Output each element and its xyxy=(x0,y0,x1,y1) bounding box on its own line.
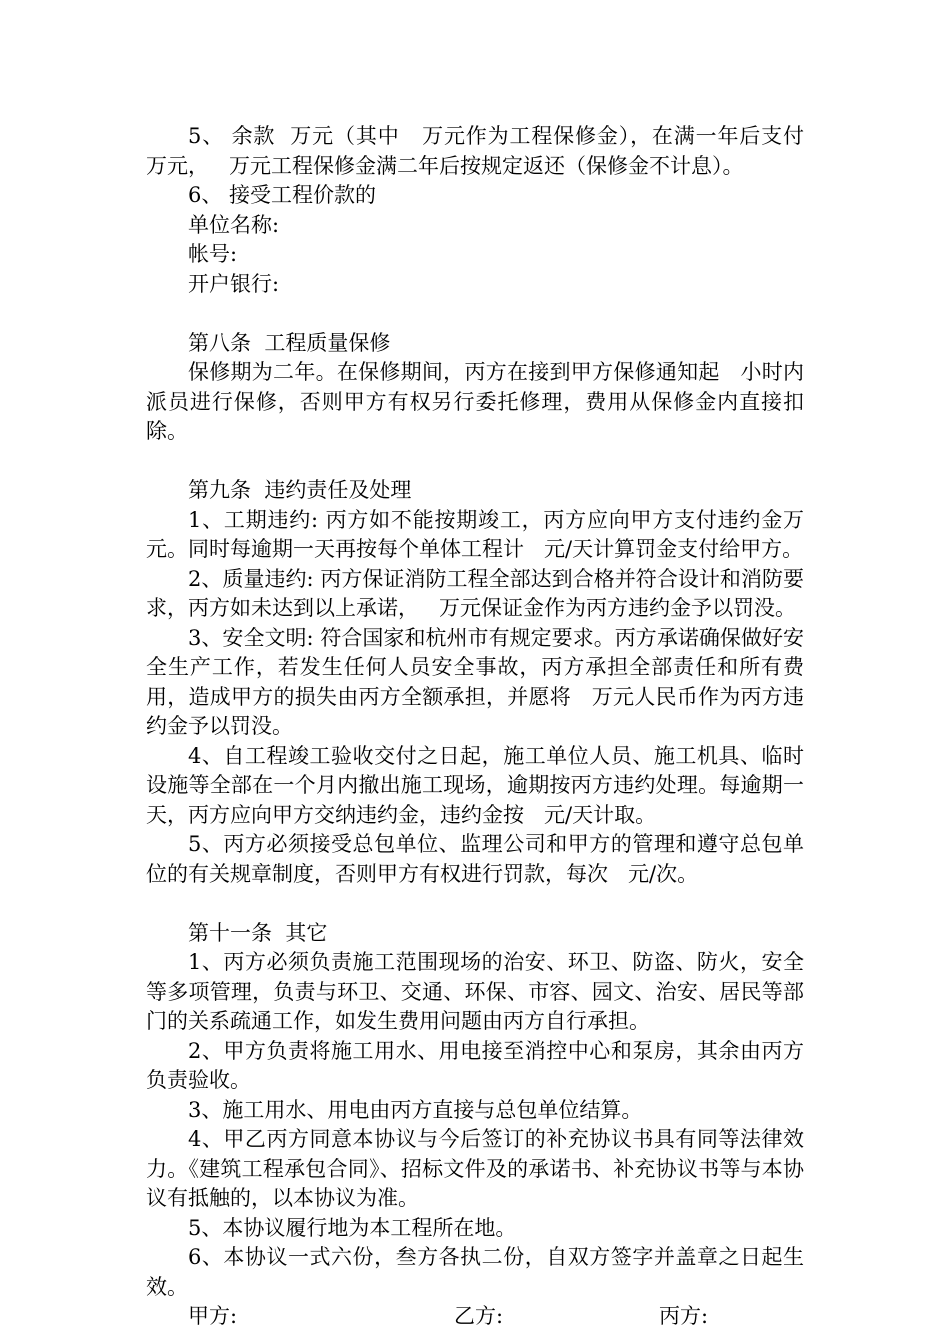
section-heading: 第十一条 其它 xyxy=(188,920,328,945)
paragraph: 6、 接受工程价款的 xyxy=(188,183,377,207)
paragraph: 4、甲乙丙方同意本协议与今后签订的补充协议书具有同等法律效力。《建筑工程承包合同》、招标文件及的承诺书、补充协议书等与本协议有抵触的，以本协议为准。 xyxy=(146,1127,804,1210)
section-heading: 第八条 工程质量保修 xyxy=(188,330,391,355)
paragraph: 3、安全文明: 符合国家和杭州市有规定要求。丙方承诺确保做好安全生产工作，若发生任何人员安全事故，丙方承担全部责任和所有费用，造成甲方的损失由丙方全额承担，并愿将 万元人民币作为丙方违约金予以罚没。 xyxy=(146,625,804,738)
paragraph: 5、 余款 万元（其中 万元作为工程保修金），在满一年后支付 万元， 万元工程保修金满二年后按规定返还（保修金不计息）。 xyxy=(146,124,825,178)
party-a-signature-label: 甲方: xyxy=(188,1304,238,1328)
paragraph: 开户银行: xyxy=(188,271,280,296)
signature-line xyxy=(146,1302,804,1332)
paragraph: 1、丙方必须负责施工范围现场的治安、环卫、防盗、防火，安全等多项管理，负责与环卫、交通、环保、市容、园文、治安、居民等部门的关系疏通工作，如发生费用问题由丙方自行承担。 xyxy=(146,950,804,1033)
paragraph: 4、自工程竣工验收交付之日起，施工单位人员、施工机具、临时设施等全部在一个月内撤出施工现场，逾期按丙方违约处理。每逾期一天，丙方应向甲方交纳违约金，违约金按 元/天计取。 xyxy=(146,743,804,827)
paragraph: 2、甲方负责将施工用水、用电接至消控中心和泵房，其余由丙方负责验收。 xyxy=(146,1038,804,1092)
document-body xyxy=(146,122,825,1302)
paragraph: 单位名称: xyxy=(188,212,280,237)
paragraph: 1、工期违约: 丙方如不能按期竣工，丙方应向甲方支付违约金万元。同时每逾期一天再按每个单体工程计 元/天计算罚金支付给甲方。 xyxy=(146,507,804,561)
paragraph: 5、丙方必须接受总包单位、监理公司和甲方的管理和遵守总包单位的有关规章制度，否则甲方有权进行罚款，每次 元/次。 xyxy=(146,832,804,886)
paragraph: 3、施工用水、用电由丙方直接与总包单位结算。 xyxy=(188,1097,643,1122)
paragraph: 6、本协议一式六份，叁方各执二份，自双方签字并盖章之日起生效。 xyxy=(146,1245,804,1299)
party-b-signature-label: 乙方: xyxy=(454,1304,504,1328)
paragraph: 2、质量违约: 丙方保证消防工程全部达到合格并符合设计和消防要求，丙方如未达到以上承诺， 万元保证金作为丙方违约金予以罚没。 xyxy=(146,566,804,620)
section-heading: 第九条 违约责任及处理 xyxy=(188,478,412,502)
paragraph: 帐号: xyxy=(188,242,238,266)
paragraph: 5、本协议履行地为本工程所在地。 xyxy=(188,1215,517,1240)
paragraph: 保修期为二年。在保修期间，丙方在接到甲方保修通知起 小时内派员进行保修，否则甲方有权另行委托修理，费用从保修金内直接扣除。 xyxy=(146,360,804,443)
party-c-signature-label: 丙方: xyxy=(659,1304,709,1328)
